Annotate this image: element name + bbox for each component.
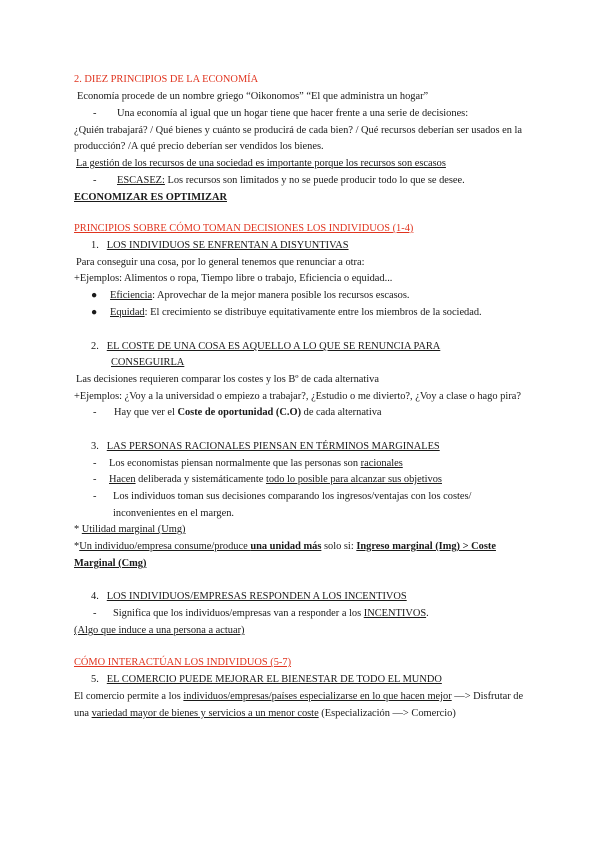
- dash-item-individuos: [93, 490, 471, 503]
- p2-l3-pre: Hay que ver el: [114, 407, 178, 418]
- individuo-line: [74, 540, 496, 553]
- eficiencia-label: Eficiencia: [110, 290, 153, 301]
- section-heading-interactuan: CÓMO INTERACTÚAN LOS INDIVIDUOS (5-7): [74, 657, 292, 668]
- p4-d1-pre: Significa que los individuos/empresas van a responder a los: [113, 608, 364, 619]
- bullet-eficiencia: [91, 289, 410, 302]
- dash-item-economia: [93, 107, 468, 120]
- bullet-equidad: [91, 306, 482, 319]
- questions-line-1: ¿Quién trabajará? / Qué bienes y cuánto se producirá de cada bien? / Qué recursos deberían ser usados en la: [74, 125, 523, 136]
- principle-1-title: [91, 239, 349, 252]
- ingreso-marginal: Ingreso marginal (Img) > Coste: [356, 541, 496, 552]
- dash-item-incentivos: [93, 607, 429, 620]
- principle-title: EL COSTE DE UNA COSA ES AQUELLO A LO QUE SE RENUNCIA PARA: [106, 341, 441, 352]
- p5-l2-pre: una: [74, 708, 92, 719]
- una-unidad-mas: una unidad más: [250, 541, 322, 552]
- p4-d1-post: .: [426, 608, 429, 619]
- dash-marker: -: [93, 175, 97, 186]
- dash-marker: -: [93, 474, 97, 485]
- dash-marker: -: [93, 108, 97, 119]
- equidad-text: : El crecimiento se distribuye equitativamente entre los miembros de la sociedad.: [144, 307, 482, 318]
- dash-item-racionales: [93, 457, 403, 470]
- p2-l3-post: de cada alternativa: [301, 407, 382, 418]
- incentivos: INCENTIVOS: [363, 608, 427, 619]
- principle-3-title: [91, 440, 440, 453]
- p3-d2-mid: deliberada y sistemáticamente: [135, 474, 266, 485]
- p5-l1-underlined: individuos/empresas/países especializarse en lo que hacen mejor: [183, 691, 452, 702]
- eficiencia-text: : Aprovechar de la mejor manera posible los recursos escasos.: [152, 290, 410, 301]
- principle-number: 5.: [91, 674, 99, 685]
- escasez-text: Los recursos son limitados y no se puede producir todo lo que se desee.: [164, 175, 465, 186]
- coste-marginal: Marginal (Cmg): [74, 558, 147, 569]
- dash-marker: -: [93, 491, 97, 502]
- hacen: Hacen: [109, 474, 136, 485]
- bullet-icon: ●: [91, 290, 98, 301]
- p1-line-1: Para conseguir una cosa, por lo general tenemos que renunciar a otra:: [76, 257, 365, 268]
- principle-2-title: [91, 340, 440, 353]
- section-heading-decisiones: PRINCIPIOS SOBRE CÓMO TOMAN DECISIONES LOS INDIVIDUOS (1-4): [74, 223, 414, 234]
- principle-4-title: [91, 590, 407, 603]
- principle-title: LAS PERSONAS RACIONALES PIENSAN EN TÉRMINOS MARGINALES: [106, 441, 440, 452]
- gestion-line: La gestión de los recursos de una sociedad es importante porque los recursos son escasos: [76, 158, 446, 169]
- escasez-label: ESCASEZ:: [117, 175, 165, 186]
- dash-marker: -: [93, 407, 97, 418]
- dash-text: Una economía al igual que un hogar tiene que hacer frente a una serie de decisiones:: [117, 108, 469, 119]
- principle-number: 2.: [91, 341, 99, 352]
- solo-si: solo si:: [321, 541, 357, 552]
- dash-item-coste: [93, 406, 382, 419]
- p2-line-2: +Ejemplos: ¿Voy a la universidad o empiezo a trabajar?, ¿Estudio o me divierto?, ¿Voy a clase o hago pira?: [74, 391, 521, 402]
- p4-line-2: (Algo que induce a una persona a actuar): [74, 625, 245, 636]
- dash-marker: -: [93, 458, 97, 469]
- principle-title: EL COMERCIO PUEDE MEJORAR EL BIENESTAR DE TODO EL MUNDO: [106, 674, 442, 685]
- questions-line-2: producción? /A qué precio deberían ser vendidos los bienes.: [74, 141, 324, 152]
- p5-line-2: [74, 707, 456, 720]
- p3-d3b: inconvenientes en el margen.: [113, 508, 234, 519]
- p5-l1-pre: El comercio permite a los: [74, 691, 184, 702]
- utilidad-marginal: Utilidad marginal (Umg): [81, 524, 186, 535]
- asterisk: *: [74, 524, 82, 535]
- racionales: racionales: [360, 458, 403, 469]
- asterisk: *: [74, 541, 80, 552]
- p5-l2-post: (Especialización —> Comercio): [318, 708, 456, 719]
- p5-l2-underlined: variedad mayor de bienes y servicios a un menor coste: [91, 708, 319, 719]
- p3-d3a: Los individuos toman sus decisiones comparando los ingresos/ventajas con los costes/: [113, 491, 472, 502]
- coste-oportunidad: Coste de oportunidad (C.O): [177, 407, 302, 418]
- p5-l1-post: —> Disfrutar de: [451, 691, 524, 702]
- dash-item-escasez: [93, 174, 465, 187]
- section-heading-diez-principios: 2. DIEZ PRINCIPIOS DE LA ECONOMÍA: [74, 74, 259, 85]
- utilidad-marginal-line: [74, 523, 186, 536]
- principle-number: 3.: [91, 441, 99, 452]
- principle-title: LOS INDIVIDUOS SE ENFRENTAN A DISYUNTIVAS: [106, 240, 349, 251]
- p3-d1-pre: Los economistas piensan normalmente que las personas son: [109, 458, 361, 469]
- p1-line-2: +Ejemplos: Alimentos o ropa, Tiempo libre o trabajo, Eficiencia o equidad...: [74, 273, 393, 284]
- individuo-text: Un individuo/empresa consume/produce: [79, 541, 251, 552]
- p2-line-1: Las decisiones requieren comparar los costes y los Bº de cada alternativa: [76, 374, 379, 385]
- objetivos: todo lo posible para alcanzar sus objetivos: [265, 474, 442, 485]
- principle-number: 4.: [91, 591, 99, 602]
- bullet-icon: ●: [91, 307, 98, 318]
- dash-item-hacen: [93, 473, 442, 486]
- principle-2-title-cont: CONSEGUIRLA: [111, 357, 185, 368]
- dash-marker: -: [93, 608, 97, 619]
- p5-line-1: [74, 690, 523, 703]
- principle-5-title: [91, 673, 442, 686]
- principle-title: LOS INDIVIDUOS/EMPRESAS RESPONDEN A LOS INCENTIVOS: [106, 591, 407, 602]
- origin-line: Economía procede de un nombre griego “Oikonomos” “El que administra un hogar”: [77, 91, 429, 102]
- principle-number: 1.: [91, 240, 99, 251]
- equidad-label: Equidad: [110, 307, 145, 318]
- economizar-line: ECONOMIZAR ES OPTIMIZAR: [74, 192, 227, 203]
